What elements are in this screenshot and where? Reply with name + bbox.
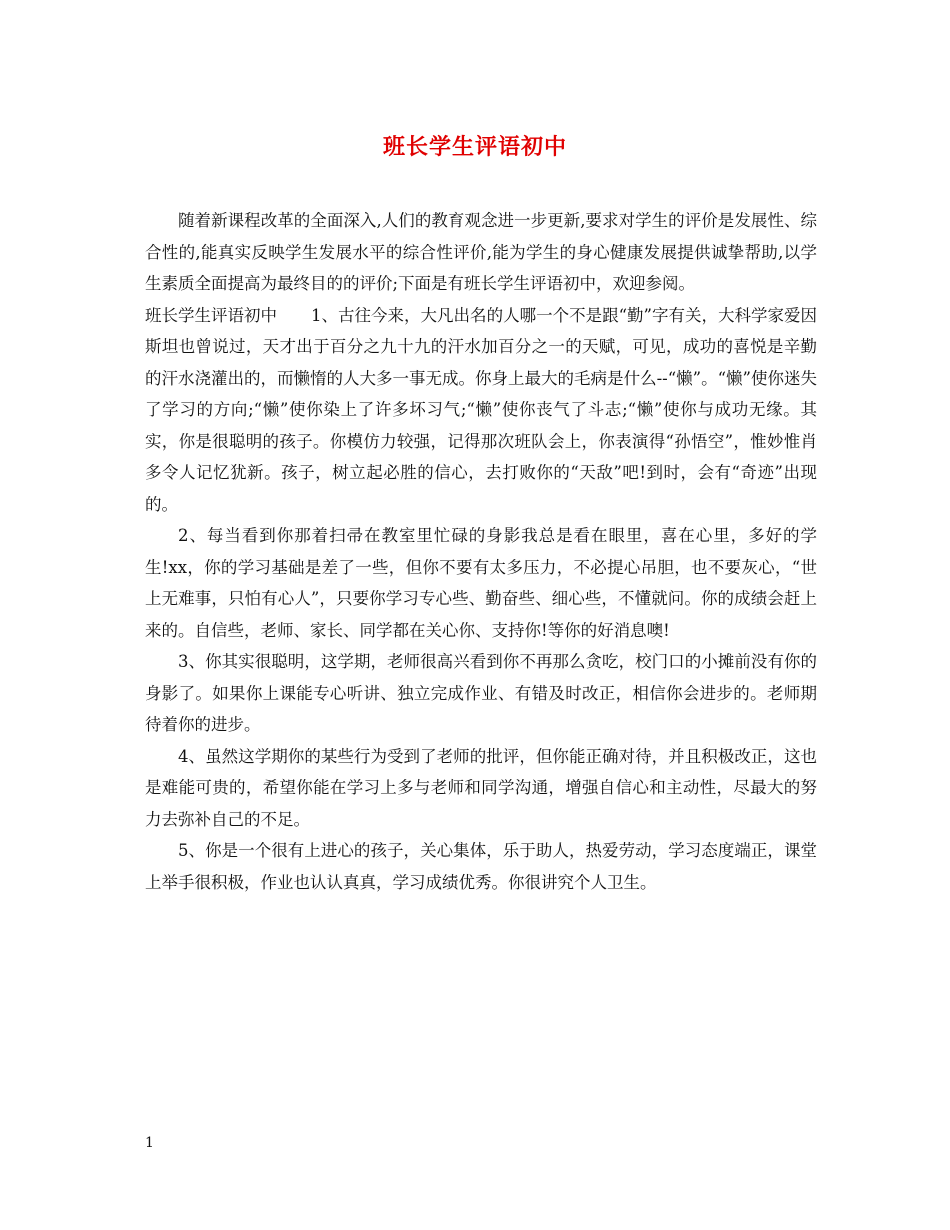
comment-1-text: 1、古往今来，大凡出名的人哪一个不是跟“勤”字有关，大科学家爱因斯坦也曾说过，天才出于百分之九十九的汗水加百分之一的天赋，可见，成功的喜悦是辛勤的汗水浇灌出的，而懒惰的人大多一事无成。你身上最大的毛病是什么--“懒”。“懒”使你迷失了学习的方向;“懒”使你染上了许多坏习气;“懒”使你丧气了斗志;“懒”使你与成功无缘。其实，你是很聪明的孩子。你模仿力较强，记得那次班队会上，你表演得“孙悟空”，惟妙惟肖多令人记忆犹新。孩子，树立起必胜的信心，去打败你的“天敌”吧!到时，会有“奇迹”出现的。 xyxy=(145,305,817,514)
comment-paragraph-2: 2、每当看到你那着扫帚在教室里忙碌的身影我总是看在眼里，喜在心里，多好的学生!xx，你的学习基础是差了一些，但你不要有太多压力，不必提心吊胆，也不要灰心，“世上无难事，只怕有心人”，只要你学习专心些、勤奋些、细心些，不懂就问。你的成绩会赶上来的。自信些，老师、家长、同学都在关心你、支持你!等你的好消息噢! xyxy=(145,526,817,640)
comment-paragraph-3: 3、你其实很聪明，这学期，老师很高兴看到你不再那么贪吃，校门口的小摊前没有你的身影了。如果你上课能专心听讲、独立完成作业、有错及时改正，相信你会进步的。老师期待着你的进步。 xyxy=(145,652,817,734)
page-number: 1 xyxy=(145,1135,154,1151)
comment-paragraph-4: 4、虽然这学期你的某些行为受到了老师的批评，但你能正确对待，并且积极改正，这也是难能可贵的，希望你能在学习上多与老师和同学沟通，增强自信心和主动性，尽最大的努力去弥补自己的不足。 xyxy=(145,746,817,829)
intro-paragraph: 随着新课程改革的全面深入,人们的教育观念进一步更新,要求对学生的评价是发展性、综合性的,能真实反映学生发展水平的综合性评价,能为学生的身心健康发展提供诚挚帮助,以学生素质全面提高为最终目的的评价;下面是有班长学生评语初中，欢迎参阅。 xyxy=(145,211,817,293)
comment-paragraph-1 xyxy=(145,300,817,521)
section-label: 班长学生评语初中 xyxy=(145,305,278,325)
document-title: 班长学生评语初中 xyxy=(382,135,567,160)
comment-paragraph-5: 5、你是一个很有上进心的孩子，关心集体，乐于助人，热爱劳动，学习态度端正，课堂上举手很积极，作业也认认真真，学习成绩优秀。你很讲究个人卫生。 xyxy=(145,841,817,892)
document-body xyxy=(145,205,817,898)
